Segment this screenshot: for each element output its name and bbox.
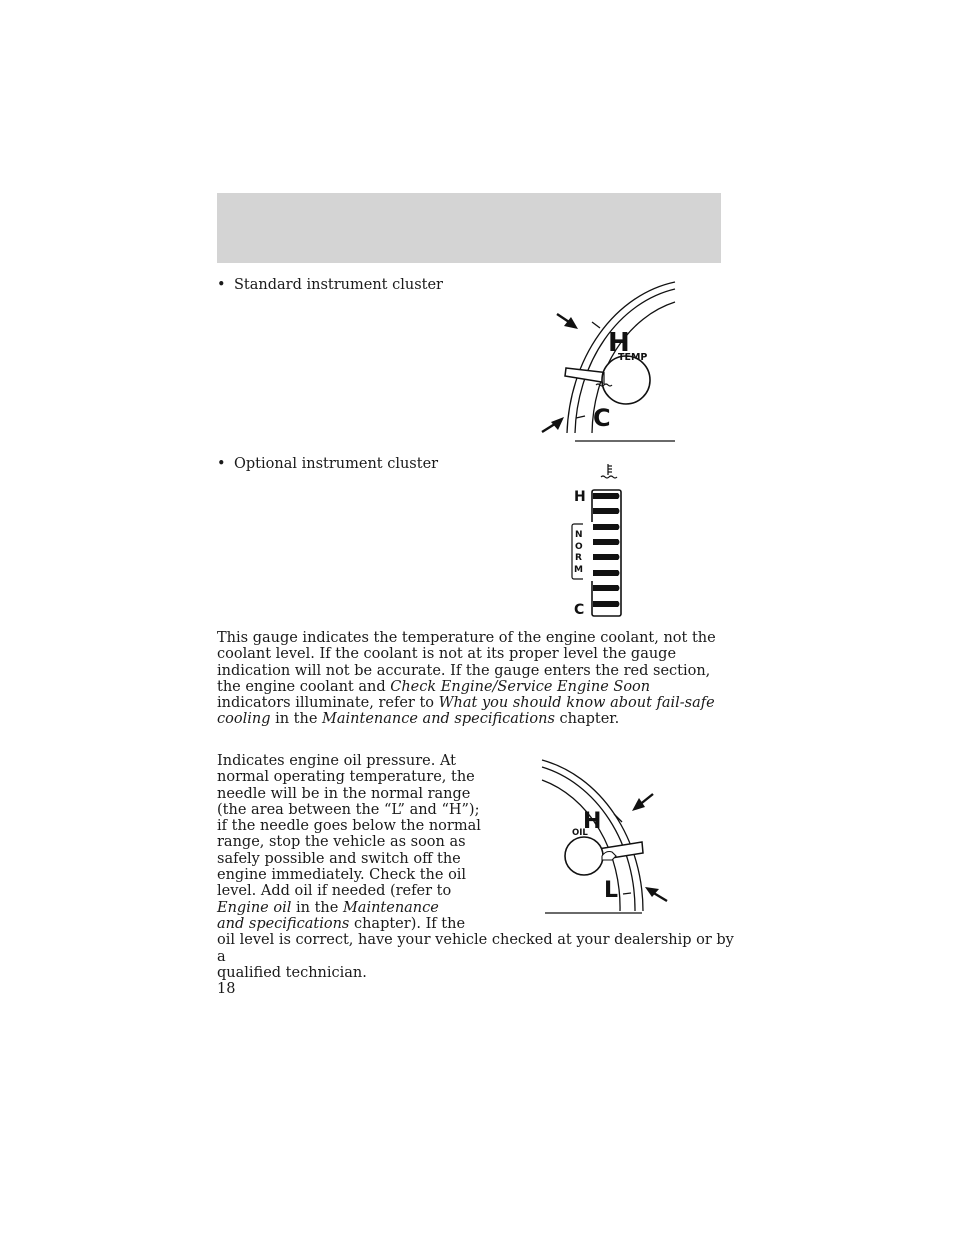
text-line: normal operating temperature, the bbox=[217, 769, 475, 786]
norm-letter: O bbox=[575, 542, 583, 552]
text-line bbox=[217, 916, 737, 932]
oil-gauge-description bbox=[217, 753, 737, 981]
norm-letter: N bbox=[575, 530, 583, 540]
text-line: engine immediately. Check the oil bbox=[217, 867, 467, 884]
text-line bbox=[217, 900, 737, 916]
optional-low-label: C bbox=[574, 602, 585, 618]
italic-reference: Check Engine/Service Engine Soon bbox=[390, 678, 651, 695]
bullet-label: Standard instrument cluster bbox=[234, 277, 443, 293]
text-line: safely possible and switch off the bbox=[217, 850, 461, 867]
text-run: in the bbox=[291, 899, 343, 916]
temp-low-label: C bbox=[593, 404, 611, 432]
bullet-dot: • bbox=[217, 456, 226, 472]
text-line: qualified technician. bbox=[217, 964, 367, 981]
norm-bracket-gap bbox=[583, 522, 593, 581]
page-number: 18 bbox=[217, 981, 236, 997]
text-line: range, stop the vehicle as soon as bbox=[217, 834, 466, 851]
text-run: indicators illuminate, refer to bbox=[217, 695, 439, 712]
text-run: chapter). If the bbox=[349, 915, 466, 932]
oil-high-label: H bbox=[583, 809, 602, 834]
oil-name-label: OIL bbox=[572, 828, 588, 838]
temp-name-label: TEMP bbox=[618, 352, 648, 363]
italic-reference: What you should know about fail-safe cooling bbox=[217, 695, 715, 728]
optional-high-label: H bbox=[574, 489, 586, 505]
oil-low-label: L bbox=[604, 878, 619, 903]
text-run: This gauge indicates the temperature of the engine coolant, not the coolant level. If the coolant is not at its proper level the gauge indication will not be accurate. If the gauge enters the red section, the engine coolant and bbox=[217, 630, 716, 695]
optional-temp-gauge-figure bbox=[565, 460, 635, 620]
norm-letter: M bbox=[574, 565, 583, 575]
text-run: chapter. bbox=[554, 711, 620, 728]
coolant-temperature-icon bbox=[601, 464, 617, 478]
text-line: (the area between the “L” and “H”); bbox=[217, 801, 480, 818]
text-line: if the needle goes below the normal bbox=[217, 818, 481, 835]
temp-high-label: H bbox=[608, 328, 630, 358]
coolant-gauge-description bbox=[217, 630, 722, 728]
italic-reference: Engine oil bbox=[217, 899, 292, 916]
text-line: Indicates engine oil pressure. At bbox=[217, 753, 456, 769]
bullet-standard-cluster bbox=[217, 277, 443, 294]
temp-gauge-tick-low bbox=[576, 416, 585, 418]
italic-reference: Maintenance and specifications bbox=[322, 711, 555, 728]
italic-reference: and specifications bbox=[217, 915, 350, 932]
italic-reference: Maintenance bbox=[342, 899, 439, 916]
text-line: level. Add oil if needed (refer to bbox=[217, 883, 452, 900]
arrow-icon-high bbox=[557, 314, 578, 329]
text-line: needle will be in the normal range bbox=[217, 785, 471, 802]
bullet-dot: • bbox=[217, 277, 226, 293]
text-line: oil level is correct, have your vehicle checked at your dealership or by a bbox=[217, 932, 734, 965]
temp-gauge-tick-high bbox=[592, 322, 600, 328]
norm-letter: R bbox=[575, 553, 582, 563]
section-header-band bbox=[217, 193, 721, 263]
temp-gauge-hub bbox=[602, 356, 650, 404]
temp-gauge-figure bbox=[530, 278, 690, 448]
arrow-icon-low bbox=[542, 417, 564, 432]
bullet-label: Optional instrument cluster bbox=[234, 456, 439, 472]
bullet-optional-cluster bbox=[217, 456, 438, 473]
text-run: in the bbox=[270, 711, 323, 728]
